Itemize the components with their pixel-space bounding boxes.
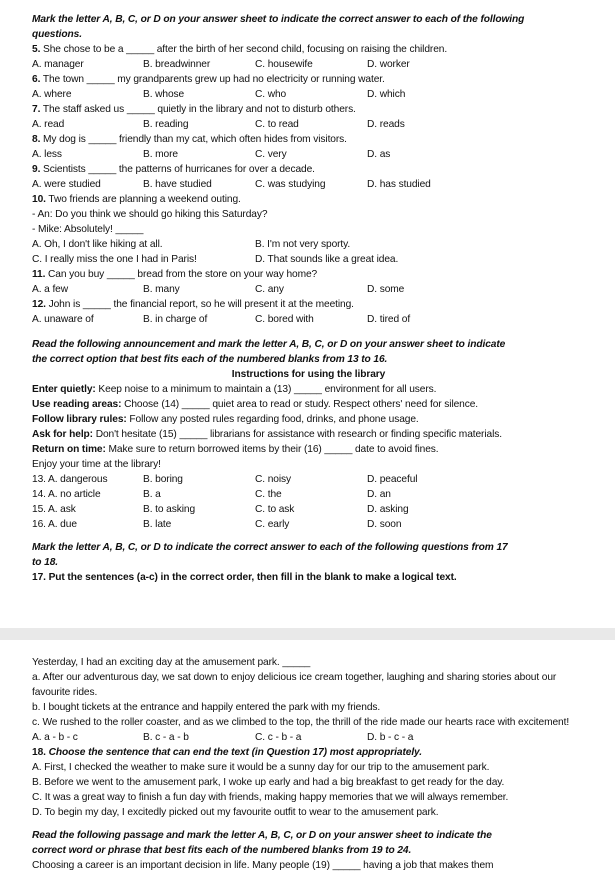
option-b: B. I'm not very sporty. xyxy=(255,239,351,250)
option-d: D. tired of xyxy=(367,314,411,325)
section-instruction: to 18. xyxy=(32,557,59,568)
question-number: 6. xyxy=(32,74,41,85)
option-c: C. c - b - a xyxy=(255,732,302,743)
option-a: A. a - b - c xyxy=(32,732,78,743)
question-number: 5. xyxy=(32,44,41,55)
section-instruction: Mark the letter A, B, C, or D to indicate the correct answer to each of the following questions from 17 xyxy=(32,542,508,553)
option-b: B. to asking xyxy=(143,504,196,515)
passage-text: Choosing a career is an important decision in life. Many people (19) _____ having a job that makes them xyxy=(32,860,494,871)
option-d: D. which xyxy=(367,89,406,100)
question-6 xyxy=(32,72,615,102)
option-c: C. I really miss the one I had in Paris! xyxy=(32,254,197,265)
option-d: D. peaceful xyxy=(367,474,418,485)
option-c: C. to ask xyxy=(255,504,295,515)
answer-options xyxy=(32,252,615,267)
question-number: 10. xyxy=(32,194,46,205)
answer-options xyxy=(32,237,615,252)
answer-options xyxy=(32,312,615,327)
answer-options xyxy=(32,117,615,132)
question-10 xyxy=(32,192,615,267)
section-instruction: Mark the letter A, B, C, or D on your answer sheet to indicate the correct answer to each of the following xyxy=(32,14,525,25)
answer-options-16 xyxy=(32,517,615,532)
question-number: 18. xyxy=(32,747,46,758)
option-c: C. any xyxy=(255,284,284,295)
question-stem: Two friends are planning a weekend outing. xyxy=(45,194,241,205)
option-b: B. many xyxy=(143,284,180,295)
notice-line: Use reading areas: Choose (14) _____ quiet area to read or study. Respect others' need for silence. xyxy=(32,399,479,410)
option-b: B. late xyxy=(143,519,172,530)
option-b: B. have studied xyxy=(143,179,212,190)
option-d: D. b - c - a xyxy=(367,732,414,743)
option-b: B. breadwinner xyxy=(143,59,211,70)
option-d: D. reads xyxy=(367,119,405,130)
option-a: A. where xyxy=(32,89,72,100)
option-d: D. soon xyxy=(367,519,402,530)
option-c: C. housewife xyxy=(255,59,313,70)
option-c: C. It was a great way to finish a fun day with friends, making happy memories that we will always remember. xyxy=(32,792,509,803)
section-instruction: correct word or phrase that best fits each of the numbered blanks from 19 to 24. xyxy=(32,845,412,856)
answer-options xyxy=(32,282,615,297)
answer-options xyxy=(32,57,615,72)
question-stem: My dog is _____ friendly than my cat, which often hides from visitors. xyxy=(40,134,347,145)
option-d: D. some xyxy=(367,284,405,295)
option-a: A. a few xyxy=(32,284,69,295)
question-stem: Can you buy _____ bread from the store on your way home? xyxy=(45,269,318,280)
question-18 xyxy=(32,745,615,760)
answer-options xyxy=(32,87,615,102)
option-b: B. boring xyxy=(143,474,183,485)
question-9 xyxy=(32,162,615,192)
question-11 xyxy=(32,267,615,297)
question-number: 7. xyxy=(32,104,41,115)
answer-options xyxy=(32,177,615,192)
notice-line: Return on time: Make sure to return borrowed items by their (16) _____ date to avoid fines. xyxy=(32,444,439,455)
option-c: C. noisy xyxy=(255,474,292,485)
question-17-title: 17. Put the sentences (a-c) in the correct order, then fill in the blank to make a logical text. xyxy=(32,572,457,583)
question-stem: The town _____ my grandparents grew up had no electricity or running water. xyxy=(40,74,385,85)
option-b: B. reading xyxy=(143,119,189,130)
answer-options xyxy=(32,147,615,162)
notice-line: Follow library rules: Follow any posted rules regarding food, drinks, and phone usage. xyxy=(32,414,419,425)
question-number: 8. xyxy=(32,134,41,145)
option-c: C. who xyxy=(255,89,287,100)
section-instruction: Read the following passage and mark the letter A, B, C, or D on your answer sheet to indicate the xyxy=(32,830,492,841)
option-d: D. has studied xyxy=(367,179,431,190)
option-a: 16. A. due xyxy=(32,519,77,530)
question-stem: She chose to be a _____ after the birth of her second child, focusing on raising the children. xyxy=(40,44,448,55)
option-d: D. That sounds like a great idea. xyxy=(255,254,399,265)
section-instruction: the correct option that best fits each of the numbered blanks from 13 to 16. xyxy=(32,354,388,365)
option-a: A. read xyxy=(32,119,65,130)
option-a: A. First, I checked the weather to make sure it would be a sunny day for our trip to the amusement park. xyxy=(32,762,490,773)
section-instruction: questions. xyxy=(32,29,82,40)
notice-line: Enjoy your time at the library! xyxy=(32,459,161,470)
question-number: 9. xyxy=(32,164,41,175)
option-a: 15. A. ask xyxy=(32,504,76,515)
notice-body xyxy=(32,382,615,472)
option-a: A. Oh, I don't like hiking at all. xyxy=(32,239,163,250)
question-stem: Scientists _____ the patterns of hurricanes for over a decade. xyxy=(40,164,315,175)
question-number: 11. xyxy=(32,269,46,280)
option-a: 14. A. no article xyxy=(32,489,101,500)
question-5 xyxy=(32,42,615,72)
option-c: C. bored with xyxy=(255,314,314,325)
option-b: B. whose xyxy=(143,89,185,100)
question-stem: Choose the sentence that can end the text (in Question 17) most appropriately. xyxy=(45,747,422,758)
option-d: D. an xyxy=(367,489,391,500)
notice-title: Instructions for using the library xyxy=(231,369,386,380)
notice-line: Enter quietly: Keep noise to a minimum to maintain a (13) _____ environment for all users. xyxy=(32,384,437,395)
option-c: C. was studying xyxy=(255,179,326,190)
answer-options-13 xyxy=(32,472,615,487)
option-d: D. To begin my day, I excitedly picked out my favourite outfit to wear to the amusement park. xyxy=(32,807,439,818)
dialogue-line: - An: Do you think we should go hiking this Saturday? xyxy=(32,209,268,220)
worksheet-page-2 xyxy=(0,640,615,894)
option-d: D. as xyxy=(367,149,391,160)
question-8 xyxy=(32,132,615,162)
option-c: C. to read xyxy=(255,119,299,130)
question-stem: The staff asked us _____ quietly in the library and not to disturb others. xyxy=(40,104,356,115)
option-b: B. more xyxy=(143,149,178,160)
question-12 xyxy=(32,297,615,327)
question-stem: John is _____ the financial report, so he will present it at the meeting. xyxy=(45,299,354,310)
answer-options-14 xyxy=(32,487,615,502)
option-a: A. were studied xyxy=(32,179,101,190)
answer-options-17 xyxy=(32,730,615,745)
sentence-c: c. We rushed to the roller coaster, and as we climbed to the top, the thrill of the ride made our hearts race with excitement! xyxy=(32,717,570,728)
option-b: B. Before we went to the amusement park, I woke up early and had a big breakfast to get ready for the day. xyxy=(32,777,505,788)
question-7 xyxy=(32,102,615,132)
option-a: 13. A. dangerous xyxy=(32,474,108,485)
question-number: 12. xyxy=(32,299,46,310)
option-b: B. c - a - b xyxy=(143,732,189,743)
option-a: A. less xyxy=(32,149,62,160)
option-b: B. in charge of xyxy=(143,314,208,325)
section-instruction: Read the following announcement and mark the letter A, B, C, or D on your answer sheet to indicate xyxy=(32,339,506,350)
option-a: A. unaware of xyxy=(32,314,94,325)
option-a: A. manager xyxy=(32,59,84,70)
option-d: D. asking xyxy=(367,504,409,515)
option-d: D. worker xyxy=(367,59,410,70)
sentence-b: b. I bought tickets at the entrance and happily entered the park with my friends. xyxy=(32,702,381,713)
answer-options-15 xyxy=(32,502,615,517)
option-c: C. the xyxy=(255,489,282,500)
notice-line: Ask for help: Don't hesitate (15) _____ librarians for assistance with research or finding specific materials. xyxy=(32,429,502,440)
option-c: C. early xyxy=(255,519,290,530)
text-intro: Yesterday, I had an exciting day at the amusement park. _____ xyxy=(32,657,311,668)
dialogue-line: - Mike: Absolutely! _____ xyxy=(32,224,144,235)
sentence-a: a. After our adventurous day, we sat down to enjoy delicious ice cream together, laughing and sharing stories about our favourite rides. xyxy=(32,672,557,698)
option-c: C. very xyxy=(255,149,287,160)
option-b: B. a xyxy=(143,489,161,500)
